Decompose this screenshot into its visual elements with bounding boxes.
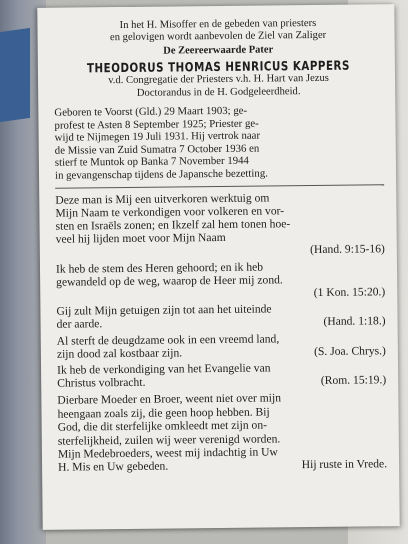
quote-line: Deze man is Mij een uitverkoren werktuig om <box>55 191 270 207</box>
closing-line: Dierbare Moeder en Broer, weent niet over mijn <box>57 391 282 408</box>
quote-line: sten en Israëls zonen; en Ikzelf zal hem tonen hoe- <box>55 217 291 233</box>
quote-line: veel hij lijden moet voor Mijn Naam <box>55 231 226 246</box>
divider <box>55 184 384 188</box>
quote-block <box>56 301 385 331</box>
quote-block <box>55 190 385 259</box>
quote-line: Al sterft de deugdzame ook in een vreemd land, <box>56 331 280 348</box>
quote-line: gewandeld op de weg, waarop de Heer mij zond. <box>56 273 283 289</box>
quote-reference: (Hand. 9:15-16) <box>310 242 385 257</box>
header-line-1: In het H. Misoffer en de gebeden van priesters <box>119 17 317 32</box>
quote-line: Ik heb de verkondiging van het Evangelie van <box>57 361 271 377</box>
quote-block <box>57 331 386 361</box>
closing-line: God, die dit sterfelijke omkleedt met zijn on- <box>57 418 268 434</box>
bio-line: profest te Asten 8 September 1925; Priester ge- <box>54 117 259 132</box>
deceased-name: THEODORUS THOMAS HENRICUS KAPPERS <box>86 57 350 76</box>
quote-line: Ik heb de stem des Heren gehoord; en ik heb <box>55 260 264 276</box>
closing-line: sterfelijkheid, zuilen wij weer verenigd worden. <box>57 431 281 448</box>
quote-line: der aarde. <box>56 317 103 332</box>
bio-line: Geboren te Voorst (Gld.) 29 Maart 1903; ge- <box>54 104 248 119</box>
degree-line: Doctorandus in de H. Godgeleerdheid. <box>136 85 301 99</box>
quote-line: Gij zult Mijn getuigen zijn tot aan het uiteinde <box>56 302 272 318</box>
quote-reference: (Hand. 1:18.) <box>323 314 386 329</box>
closing-line: heengaan zoals zij, die geen hoop hebben. Bij <box>57 405 270 421</box>
bio-line: wijd te Nijmegen 19 Juli 1931. Hij vertrok naar <box>54 129 261 144</box>
closing-message <box>57 391 387 475</box>
quote-reference: (S. Joa. Chrys.) <box>313 344 386 358</box>
bio-line: in gevangenschap tijdens de Japansche bezetting. <box>54 167 268 182</box>
quote-reference: (Rom. 15:19.) <box>320 373 387 388</box>
closing-line: Mijn Medebroeders, weest mij indachtig in Uw <box>57 445 278 461</box>
quote-line: zijn dood zal kostbaar zijn. <box>56 346 183 361</box>
quote-block <box>56 259 385 302</box>
quote-reference: (1 Kon. 15:20.) <box>313 285 386 299</box>
rest-in-peace: Hij ruste in Vrede. <box>301 457 388 472</box>
memorial-card <box>37 4 399 530</box>
bio-line: de Missie van Zuid Sumatra 7 October 1936 en <box>54 142 260 157</box>
quote-block <box>57 360 386 390</box>
quotes-section <box>55 190 386 390</box>
quote-line: Christus volbracht. <box>57 375 146 390</box>
quote-line: Mijn Naam te verkondigen voor volkeren en vor- <box>55 204 285 220</box>
header-line-2: en gelovigen wordt aanbevolen de Ziel van Zaliger <box>109 29 327 44</box>
bio-line: stierf te Muntok op Banka 7 November 1944 <box>54 155 249 170</box>
closing-line: H. Mis en Uw gebeden. <box>58 459 169 475</box>
honorific-title: De Zeereerwaarde Pater <box>163 44 274 57</box>
congregation-line: v.d. Congregatie der Priesters v.h. H. Hart van Jezus <box>108 72 329 87</box>
biography <box>54 103 384 182</box>
background-blue-object <box>0 28 30 122</box>
